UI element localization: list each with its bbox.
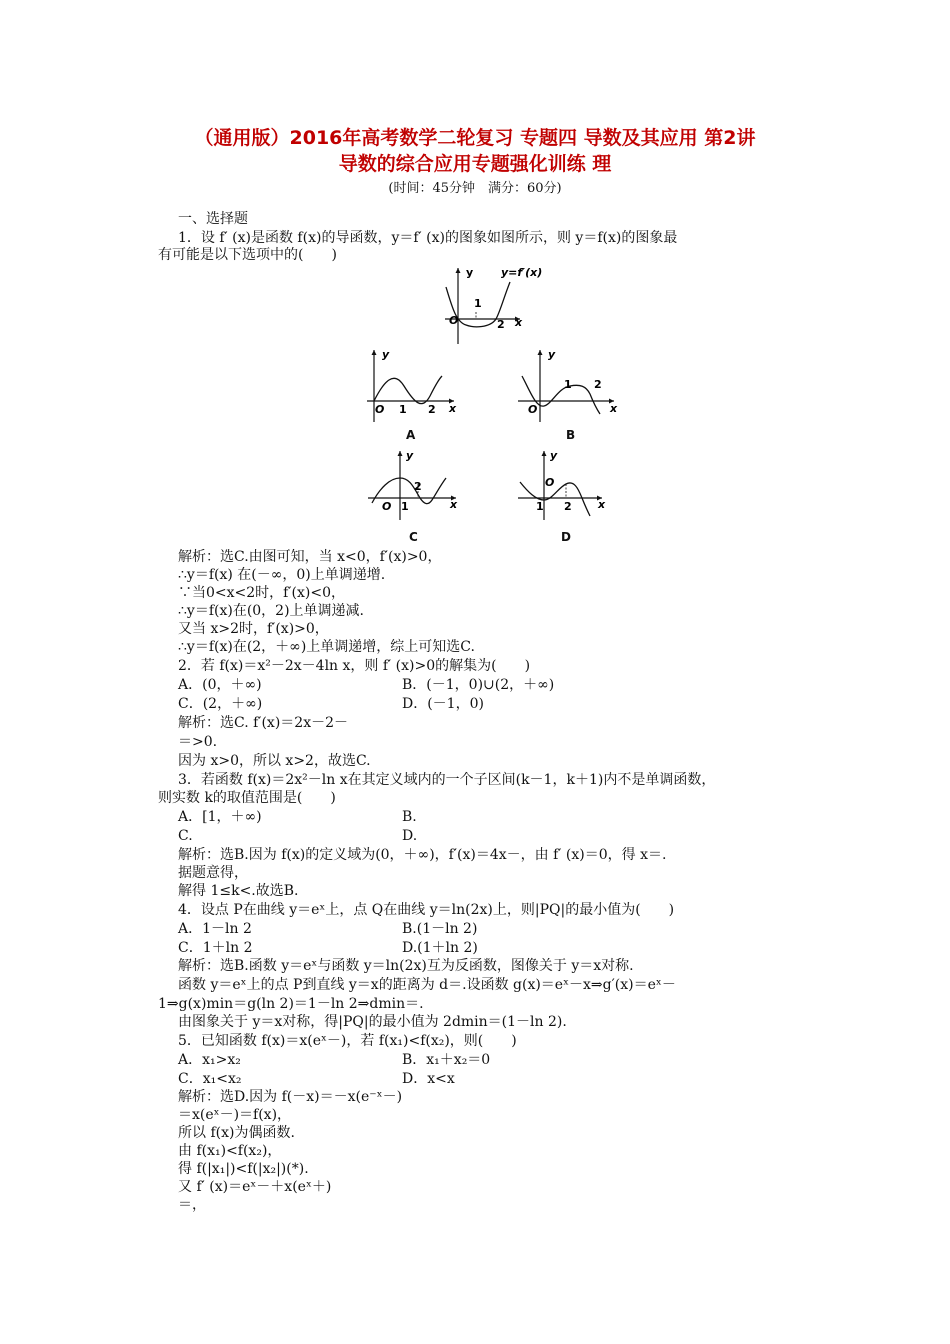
tick-2: 2 — [428, 403, 436, 416]
q2-option-a: A．(0，＋∞) — [178, 677, 262, 693]
tick-2: 2 — [414, 480, 422, 493]
q5-solution-line: ＝x(eˣ－)＝f(x)， — [178, 1107, 292, 1123]
x-label: x — [598, 498, 606, 511]
origin-label: O — [449, 314, 459, 327]
q1-solution-line: 解析：选C.由图可知，当 x<0，f′(x)>0， — [178, 549, 442, 565]
option-b-graph — [514, 346, 624, 426]
q4-option-d: D.(1＋ln 2) — [402, 940, 478, 956]
tick-1: 1 — [401, 500, 409, 513]
q4-text: 4．设点 P在曲线 y＝eˣ上，点 Q在曲线 y＝ln(2x)上，则|PQ|的最小值为( ) — [178, 902, 675, 918]
origin-label: O — [375, 403, 385, 416]
tick-2: 2 — [497, 318, 505, 331]
q5-option-b: B．x₁＋x₂＝0 — [402, 1052, 491, 1068]
x-label: x — [610, 402, 618, 415]
option-c-label: C — [409, 530, 418, 544]
q3-solution-line: 据题意得， — [178, 865, 248, 881]
origin-label: O — [545, 476, 555, 489]
q2-solution-line: 因为 x>0，所以 x>2，故选C. — [178, 753, 371, 769]
x-label: x — [450, 498, 458, 511]
q3-text-cont: 则实数 k的取值范围是( ) — [158, 790, 336, 806]
q4-solution-line: 由图象关于 y＝x对称，得|PQ|的最小值为 2dmin＝(1－ln 2). — [178, 1014, 567, 1030]
curve-d — [520, 482, 590, 516]
q5-solution-line: 又 f′ (x)＝eˣ－＋x(eˣ＋) — [178, 1179, 332, 1195]
q3-option-b: B. — [402, 809, 417, 825]
q5-solution-line: 所以 f(x)为偶函数. — [178, 1125, 295, 1141]
option-c-graph — [364, 448, 464, 523]
q5-solution-line: 由 f(x₁)<f(x₂)， — [178, 1143, 282, 1159]
q2-option-b: B．(－1，0)∪(2，＋∞) — [402, 677, 555, 693]
y-label: y — [550, 449, 558, 462]
tick-1: 1 — [536, 500, 544, 513]
q5-solution-line: 得 f(|x₁|)<f(|x₂|)(*). — [178, 1161, 309, 1177]
q2-solution-line: 解析：选C. f′(x)＝2x－2－ — [178, 715, 349, 731]
q4-option-a: A．1－ln 2 — [178, 921, 252, 937]
tick-2: 2 — [594, 378, 602, 391]
tick-1: 1 — [474, 297, 482, 310]
q4-option-b: B.(1－ln 2) — [402, 921, 478, 937]
q5-option-a: A．x₁>x₂ — [178, 1052, 241, 1068]
tick-1: 1 — [564, 378, 572, 391]
q4-solution-line: 函数 y＝eˣ上的点 P到直线 y＝x的距离为 d＝.设函数 g(x)＝eˣ－x⇒g′(x)＝eˣ－ — [178, 977, 676, 993]
q5-solution-line: 解析：选D.因为 f(－x)＝－x(e⁻ˣ－) — [178, 1089, 403, 1105]
q5-option-c: C．x₁<x₂ — [178, 1071, 242, 1087]
q1-solution-line: ∵当0<x<2时，f′(x)<0， — [178, 585, 345, 601]
origin-label: O — [382, 500, 392, 513]
tick-1: 1 — [399, 403, 407, 416]
origin-label: O — [528, 403, 538, 416]
q4-solution-line: 解析：选B.函数 y＝eˣ与函数 y＝ln(2x)互为反函数，图像关于 y＝x对称. — [178, 958, 634, 974]
y-label: y — [466, 266, 474, 279]
y-label: y — [406, 449, 414, 462]
q2-option-d: D．(－1，0) — [402, 696, 484, 712]
q1-text-cont: 有可能是以下选项中的( ) — [158, 247, 337, 263]
q1-solution-line: ∴y＝f(x)在(2，＋∞)上单调递增，综上可知选C. — [178, 639, 475, 655]
page-title-line1: （通用版）2016年高考数学二轮复习 专题四 导数及其应用 第2讲 — [194, 127, 756, 149]
q3-option-c: C. — [178, 828, 193, 844]
option-d-graph — [514, 448, 614, 523]
derivative-graph — [440, 262, 543, 347]
curve-a — [374, 376, 442, 404]
q3-option-a: A．[1，＋∞) — [178, 809, 262, 825]
q1-solution-line: ∴y＝f(x) 在(－∞，0)上单调递增. — [178, 567, 386, 583]
q5-solution-line: ＝， — [178, 1197, 206, 1213]
time-score-subtitle: (时间：45分钟 满分：60分) — [388, 181, 562, 196]
q2-text: 2．若 f(x)＝x²－2x－4ln x，则 f′ (x)>0的解集为( ) — [178, 658, 531, 674]
option-d-label: D — [561, 530, 571, 544]
q1-solution-line: 又当 x>2时，f′(x)>0， — [178, 621, 329, 637]
q2-option-c: C．(2，＋∞) — [178, 696, 263, 712]
option-b-label: B — [566, 428, 576, 442]
x-label: x — [449, 402, 457, 415]
q1-solution-line: ∴y＝f(x)在(0，2)上单调递减. — [178, 603, 365, 619]
option-a-graph — [362, 346, 462, 426]
q3-solution-line: 解得 1≤k<.故选B. — [178, 883, 299, 899]
x-label: x — [515, 316, 523, 329]
y-label: y — [548, 348, 556, 361]
function-label: y=f′(x) — [501, 266, 543, 279]
page-title-line2: 导数的综合应用专题强化训练 理 — [338, 153, 612, 175]
y-label: y — [382, 348, 390, 361]
q5-option-d: D．x<x — [402, 1071, 455, 1087]
section-heading: 一、选择题 — [178, 211, 248, 227]
q3-option-d: D. — [402, 828, 418, 844]
q5-text: 5．已知函数 f(x)＝x(eˣ－)，若 f(x₁)<f(x₂)，则( ) — [178, 1033, 517, 1049]
tick-2: 2 — [564, 500, 572, 513]
option-a-label: A — [406, 428, 416, 442]
q2-solution-line: ＝>0. — [178, 734, 218, 750]
q4-solution-line: 1⇒g(x)min＝g(ln 2)＝1－ln 2⇒dmin＝. — [158, 996, 424, 1012]
q4-option-c: C．1＋ln 2 — [178, 940, 253, 956]
q3-text: 3．若函数 f(x)＝2x²－ln x在其定义域内的一个子区间(k－1，k＋1)内不是单调函数， — [178, 772, 716, 788]
q1-text: 1．设 f′ (x)是函数 f(x)的导函数，y＝f′ (x)的图象如图所示，则 y＝f(x)的图象最 — [178, 230, 678, 246]
q3-solution-line: 解析：选B.因为 f(x)的定义域为(0，＋∞)，f′(x)＝4x－，由 f′ (x)＝0，得 x＝. — [178, 847, 667, 863]
